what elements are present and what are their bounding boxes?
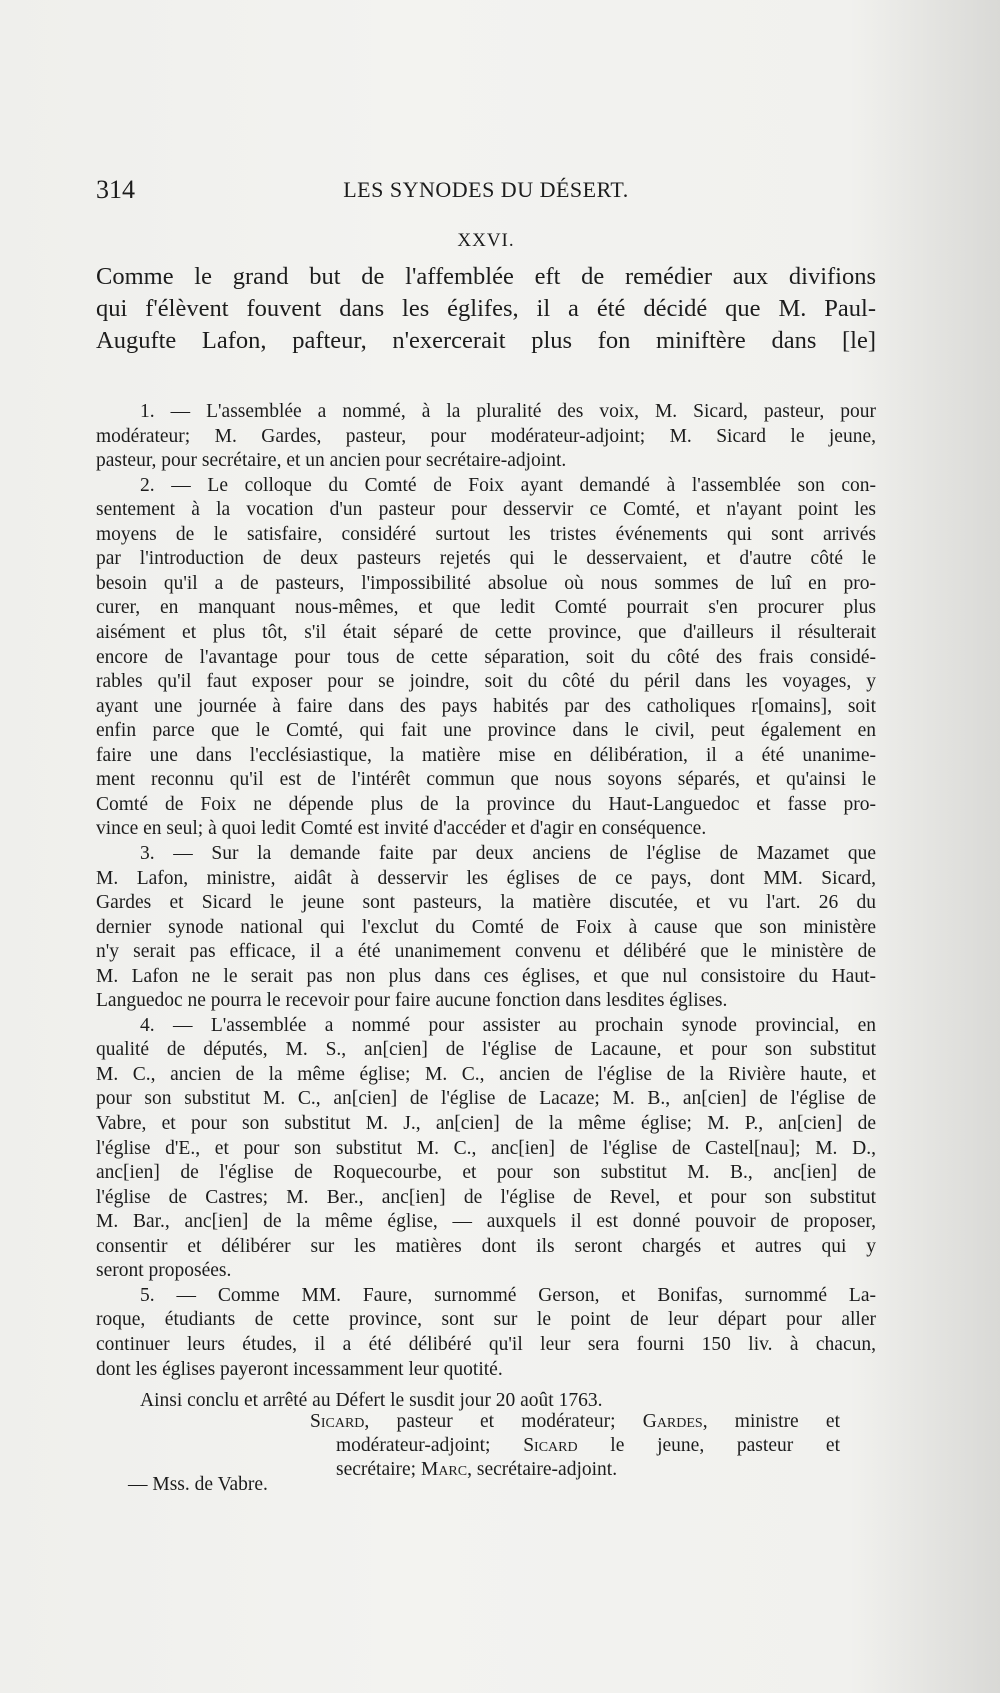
running-title: LES SYNODES DU DÉSERT. <box>343 177 629 202</box>
signatory-role: , pasteur et modérateur; <box>364 1411 643 1432</box>
footnote-line: 5. — Comme MM. Faure, surnommé Gerson, et Bonifas, surnommé La- <box>140 1284 876 1306</box>
footnote-line: 1. — L'assemblée a nommé, à la pluralité des voix, M. Sicard, pasteur, pour <box>140 401 876 422</box>
footnote-line: rables qu'il faut exposer pour se joindre, soit du côté du péril dans les voyages, y <box>96 671 876 692</box>
footnote-line: Comté de Foix ne dépende plus de la province du Haut-Languedoc et fasse pro- <box>96 793 876 815</box>
footnote-line: moyens de le satisfaire, considéré surtout les tristes événements qui sont arrivés <box>96 523 876 545</box>
signatory-name: Gardes <box>642 1411 703 1432</box>
signatory-role: le jeune, pasteur et <box>577 1435 841 1456</box>
footnote-line: anc[ien] de l'église de Roquecourbe, et pour son substitut M. B., anc[ien] de <box>96 1162 876 1184</box>
signatory-role: , secrétaire-adjoint. <box>467 1459 618 1480</box>
body-line: Comme le grand but de l'affemblée eft de remédier aux divifions <box>96 263 876 290</box>
footnote-line: consentir et délibérer sur les matières dont ils seront chargés et autres qui y <box>96 1235 876 1257</box>
signatory-name: Sicard <box>523 1435 578 1456</box>
footnote-line: pour son substitut M. C., an[cien] de l'église de Lacaze; M. B., an[cien] de l'église de <box>96 1088 876 1110</box>
signatory-role: modérateur-adjoint; <box>336 1435 524 1456</box>
footnote-line: enfin parce que le Comté, qui fait une province dans le civil, peut également en <box>96 720 876 742</box>
footnote-line: dont les églises payeront incessamment leur quotité. <box>96 1358 503 1380</box>
footnote-line: Gardes et Sicard le jeune sont pasteurs, la matière discutée, et vu l'art. 26 du <box>96 892 876 913</box>
signatory-role: secrétaire; <box>336 1459 421 1480</box>
footnote-line: l'église de Castres; M. Ber., anc[ien] de l'église de Revel, et pour son substitut <box>96 1186 876 1208</box>
signature-line <box>336 1458 840 1482</box>
footnote-line: n'y serait pas efficace, il a été unanimement convenu et délibéré que le ministère de <box>96 941 876 963</box>
footnote-line: curer, en manquant nous-mêmes, et que ledit Comté pourrait s'en procurer plus <box>96 597 876 619</box>
section-number: XXVI. <box>457 230 515 251</box>
footnote-line: pasteur, pour secrétaire, et un ancien pour secrétaire-adjoint. <box>96 450 567 472</box>
footnote-line: par l'introduction de deux pasteurs rejetés qui le desservaient, et d'autre côté le <box>96 548 876 570</box>
page-number: 314 <box>96 175 135 204</box>
footnote-line: faire une dans l'ecclésiastique, la matière mise en délibération, il a été unanime- <box>96 744 876 766</box>
footnote-line: continuer leurs études, il a été délibéré qu'il leur sera fourni 150 liv. à chacun, <box>96 1333 876 1355</box>
conclusion-line: Ainsi conclu et arrêté au Défert le susdit jour 20 août 1763. <box>140 1390 603 1411</box>
footnote-line: vince en seul; à quoi ledit Comté est invité d'accéder et d'agir en conséquence. <box>96 818 707 840</box>
signature-line <box>310 1410 840 1434</box>
signatory-role: , ministre et <box>702 1411 841 1432</box>
footnote-line: M. Lafon ne le serait pas non plus dans ces églises, et que nul consistoire du Haut- <box>96 965 876 987</box>
footnote-line: seront proposées. <box>96 1260 232 1282</box>
footnote-line: modérateur; M. Gardes, pasteur, pour modérateur-adjoint; M. Sicard le jeune, <box>96 425 876 447</box>
footnote-line: ayant une journée à faire dans des pays habités par des catholiques r[omains], soit <box>96 695 876 717</box>
body-line: qui f'élèvent fouvent dans les églifes, il a été décidé que M. Paul- <box>96 295 876 322</box>
footnote-line: M. C., ancien de la même église; M. C., ancien de l'église de la Rivière haute, et <box>96 1063 876 1085</box>
body-line: Augufte Lafon, pafteur, n'exercerait plus fon miniftère dans [le] <box>96 327 876 354</box>
footnote-line: 4. — L'assemblée a nommé pour assister au prochain synode provincial, en <box>140 1014 876 1036</box>
signatory-name: Marc <box>420 1459 468 1480</box>
footnote-line: aisément et plus tôt, s'il était séparé de cette province, que d'ailleurs il résulterait <box>96 622 876 643</box>
signatory-name: Sicard <box>310 1411 365 1432</box>
running-head <box>96 175 876 209</box>
footnote-line: 3. — Sur la demande faite par deux anciens de l'église de Mazamet que <box>140 842 876 864</box>
footnote-line: 2. — Le colloque du Comté de Foix ayant demandé à l'assemblée son con- <box>140 474 876 496</box>
footnote-line: qualité de députés, M. S., an[cien] de l'église de Lacaune, et pour son substitut <box>96 1039 876 1061</box>
footnote-line: ment reconnu qu'il est de l'intérêt commun que nous soyons séparés, et qu'ainsi le <box>96 769 876 791</box>
footnote-line: l'église d'E., et pour son substitut M. C., anc[ien] de l'église de Castel[nau]; M. D., <box>96 1137 876 1159</box>
footnote-line: besoin qu'il a de pasteurs, l'impossibilité absolue où nous sommes de luî en pro- <box>96 572 876 594</box>
footnote-line: M. Bar., anc[ien] de la même église, — auxquels il est donné pouvoir de proposer, <box>96 1211 876 1233</box>
signature-line <box>336 1434 840 1458</box>
footnote-line: sentement à la vocation d'un pasteur pour desservir ce Comté, et n'ayant point les <box>96 499 876 521</box>
footnote-line: dernier synode national qui l'exclut du Comté de Foix à cause que son ministère <box>96 916 876 938</box>
footnote-line: encore de l'avantage pour tous de cette séparation, soit du côté des frais considé- <box>96 646 876 668</box>
footnote-line: Vabre, et pour son substitut M. J., an[cien] de la même église; M. P., an[cien] de <box>96 1113 876 1134</box>
source-note: — Mss. de Vabre. <box>128 1474 268 1495</box>
footnote-line: M. Lafon, ministre, aidât à desservir les églises de ce pays, dont MM. Sicard, <box>96 867 876 889</box>
footnote-line: roque, étudiants de cette province, sont sur le point de leur départ pour aller <box>96 1309 876 1331</box>
footnote-line: Languedoc ne pourra le recevoir pour faire aucune fonction dans lesdites églises. <box>96 990 728 1012</box>
